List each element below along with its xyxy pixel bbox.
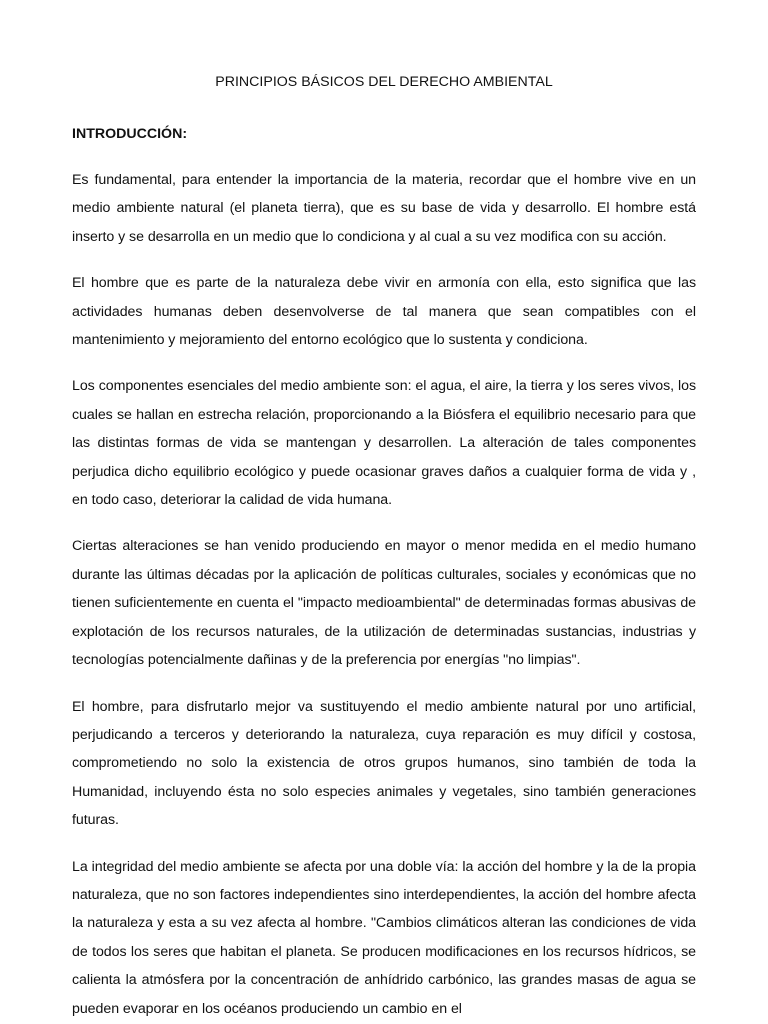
document-title: PRINCIPIOS BÁSICOS DEL DERECHO AMBIENTAL bbox=[215, 74, 553, 90]
paragraph-1: Es fundamental, para entender la importancia de la materia, recordar que el hombre vive en un medio ambiente natural (el planeta tierra), que es su base de vida y desarrollo. El hombre está inserto y se desarrolla en un medio que lo condiciona y al cual a su vez modifica con su acción. bbox=[72, 172, 696, 245]
paragraph-6: La integridad del medio ambiente se afecta por una doble vía: la acción del hombre y la de la propia naturaleza, que no son factores independientes sino interdependientes, la acción del hombre afecta la naturaleza y esta a su vez afecta al hombre. "Cambios climáticos alteran las condiciones de vida de todos los seres que habitan el planeta. Se producen modificaciones en los recursos hídricos, se calienta la atmósfera por la concentración de anhídrido carbónico, las grandes masas de agua se pueden evaporar en los océanos produciendo un cambio en el bbox=[72, 858, 696, 1017]
paragraph-4: Ciertas alteraciones se han venido produciendo en mayor o menor medida en el medio humano durante las últimas décadas por la aplicación de políticas culturales, sociales y económicas que no tienen suficientemente en cuenta el "impacto medioambiental" de determinadas formas abusivas de explotación de los recursos naturales, de la utilización de determinadas sustancias, industrias y tecnologías potencialmente dañinas y de la preferencia por energías "no limpias". bbox=[72, 538, 696, 669]
section-heading: INTRODUCCIÓN: bbox=[72, 126, 188, 142]
paragraph-2: El hombre que es parte de la naturaleza debe vivir en armonía con ella, esto significa que las actividades humanas deben desenvolverse de tal manera que sean compatibles con el mantenimiento y mejoramiento del entorno ecológico que lo sustenta y condiciona. bbox=[72, 275, 696, 349]
paragraph-5: El hombre, para disfrutarlo mejor va sustituyendo el medio ambiente natural por uno artificial, perjudicando a terceros y deteriorando la naturaleza, cuya reparación es muy difícil y costosa, comprometiendo no solo la existencia de otros grupos humanos, sino también de toda la Humanidad, incluyendo ésta no solo especies animales y vegetales, sino también generaciones futuras. bbox=[72, 698, 696, 829]
paragraph-3: Los componentes esenciales del medio ambiente son: el agua, el aire, la tierra y los seres vivos, los cuales se hallan en estrecha relación, proporcionando a la Biósfera el equilibrio necesario para que las distintas formas de vida se mantengan y desarrollen. La alteración de tales componentes perjudica dicho equilibrio ecológico y puede ocasionar graves daños a cualquier forma de vida y , en todo caso, deteriorar la calidad de vida humana. bbox=[72, 378, 696, 509]
